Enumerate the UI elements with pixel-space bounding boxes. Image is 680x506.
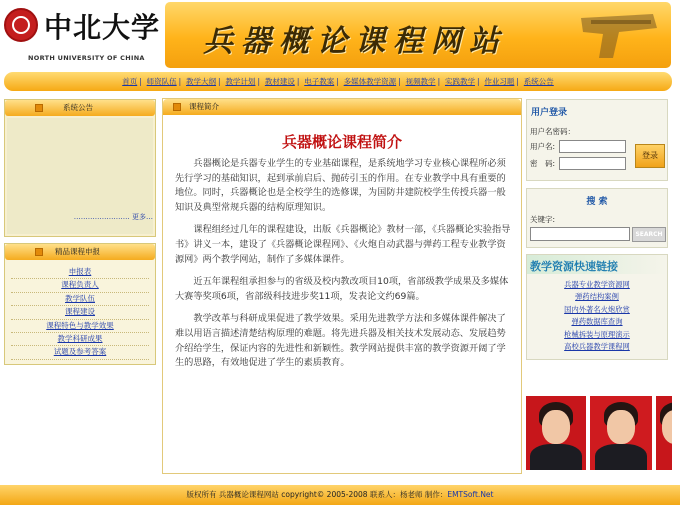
login-button[interactable]: 登录 xyxy=(635,144,665,168)
footer-copyright: 版权所有 兵器概论课程网站 copyright© 2005-2008 联系人：杨老师 制作： xyxy=(186,490,448,499)
quick-links-panel xyxy=(526,254,668,360)
link-research-results[interactable]: 教学科研成果 xyxy=(57,333,103,343)
course-application-list xyxy=(5,266,155,360)
quick-links-list xyxy=(527,279,667,353)
page-title: 兵器概论课程简介 xyxy=(281,133,402,151)
search-panel xyxy=(526,188,668,248)
teacher-photo[interactable] xyxy=(526,396,586,470)
list-item xyxy=(11,266,149,279)
list-item xyxy=(527,341,667,353)
nav-announcements[interactable]: 系统公告 xyxy=(523,77,554,86)
list-item xyxy=(527,279,667,291)
teacher-photo[interactable] xyxy=(656,396,672,470)
logo-english-name: NORTH UNIVERSITY OF CHINA xyxy=(28,54,145,62)
list-item xyxy=(11,320,149,333)
course-intro-text xyxy=(175,157,511,379)
header-square-icon xyxy=(35,248,43,256)
intro-paragraph: 兵器概论是兵器专业学生的专业基础课程，是系统地学习专业核心课程所必须先行学习的基础知识，起到承前启后、抛砖引玉的作用。在专业教学中具有重要的地位。同时，兵器概论也是全校学生的选修课，为国防井建院校学生传授兵器一般知识及典型常规兵器的结构原理知识。 xyxy=(175,158,506,213)
nav-exercises[interactable]: 作业习题 xyxy=(484,77,515,86)
course-application-title: 精品课程申报 xyxy=(55,247,100,256)
nav-teaching-plan[interactable]: 教学计划 xyxy=(225,77,256,86)
list-item xyxy=(527,316,667,328)
link-course-leader[interactable]: 课程负责人 xyxy=(61,280,99,290)
list-item xyxy=(11,279,149,292)
list-item xyxy=(527,304,667,316)
course-intro-panel xyxy=(162,98,522,474)
intro-paragraph: 近五年课程组承担参与的省级及校内教改项目10项，省部级教学成果及多媒体大赛等奖项6项，省部级科技进步奖11项，发表论文约69篇。 xyxy=(175,276,509,302)
pistol-icon xyxy=(573,6,663,64)
intro-paragraph: 课程组经过几年的课程建设，出版《兵器概论》教材一部，《兵器概论实验指导书》讲义一本，建设了《兵器概论课程网》、《火炮自动武器与弹药工程专业教学资源网》两个教学网站，制作了多媒体课件。 xyxy=(175,224,511,265)
login-panel xyxy=(526,99,668,181)
nav-textbooks[interactable]: 教材建设 xyxy=(264,77,295,86)
link-weapons-resource-net[interactable]: 兵器专业教学资源网 xyxy=(564,280,630,289)
link-famous-artillery[interactable]: 国内外著名火炮欣赏 xyxy=(564,304,630,314)
nav-multimedia[interactable]: 多媒体教学资源 xyxy=(343,77,397,86)
header-square-icon xyxy=(35,104,43,112)
teacher-photos xyxy=(526,396,672,470)
nav-lecture-notes[interactable]: 电子教案 xyxy=(304,77,335,86)
footer-maker-link[interactable]: EMTSoft.Net xyxy=(447,490,494,499)
notice-panel xyxy=(4,99,156,237)
nav-practice[interactable]: 实践教学 xyxy=(444,77,475,86)
list-item xyxy=(11,333,149,346)
list-item xyxy=(527,291,667,303)
search-button[interactable]: SEARCH xyxy=(632,227,666,242)
teacher-photo[interactable] xyxy=(590,396,652,470)
list-item xyxy=(11,346,149,359)
footer xyxy=(0,485,680,505)
nav-home[interactable]: 首页 xyxy=(122,77,138,86)
link-ammo-database[interactable]: 弹药数据库查询 xyxy=(571,317,623,327)
course-application-panel xyxy=(4,243,156,365)
university-seal-icon xyxy=(4,8,38,42)
search-input[interactable] xyxy=(530,227,630,241)
login-prompt: 用户名密码： xyxy=(530,127,575,136)
course-intro-section-title: 课程简介 xyxy=(189,102,219,111)
main-nav: 首页 | 师资队伍 | 教学大纲 | 教学计划 | 教材建设 | 电子教案 | 多媒体教学资源 | 视频教学 | 实践教学 | 作业习题 | 系统公告 xyxy=(4,72,672,91)
username-input[interactable] xyxy=(559,140,626,153)
university-logo[interactable] xyxy=(0,0,160,68)
link-ammo-cases[interactable]: 弹药结构案例 xyxy=(575,292,619,302)
link-course-features[interactable]: 课程特色与教学效果 xyxy=(46,320,114,330)
notice-header xyxy=(5,100,155,116)
notice-title: 系统公告 xyxy=(63,103,93,112)
list-item xyxy=(11,306,149,319)
link-university-courses[interactable]: 高校兵器教学课程网 xyxy=(564,341,630,351)
notice-more-link[interactable]: …………………… 更多… xyxy=(73,213,153,221)
nav-syllabus[interactable]: 教学大纲 xyxy=(186,77,217,86)
search-title: 搜 索 xyxy=(586,197,608,207)
list-item xyxy=(527,329,667,341)
login-title: 用户登录 xyxy=(531,108,568,118)
header-square-icon xyxy=(173,103,181,111)
link-exam-answers[interactable]: 试题及参考答案 xyxy=(53,347,107,357)
link-teaching-team[interactable]: 教学队伍 xyxy=(65,293,95,303)
course-intro-header xyxy=(163,99,521,115)
link-course-construction[interactable]: 课程建设 xyxy=(65,307,95,317)
password-input[interactable] xyxy=(559,157,626,170)
password-label: 密 码: xyxy=(530,159,556,168)
keyword-label: 关键字: xyxy=(530,215,556,224)
link-application-form[interactable]: 申报表 xyxy=(68,267,92,276)
link-firearm-demo[interactable]: 枪械拆装与原理演示 xyxy=(564,329,630,339)
site-banner xyxy=(165,2,671,68)
logo-chinese-name: 中北大学 xyxy=(44,11,161,44)
course-application-header xyxy=(5,244,155,260)
quick-links-title: 教学资源快速链接 xyxy=(527,255,667,274)
nav-faculty[interactable]: 师资队伍 xyxy=(146,77,177,86)
nav-video[interactable]: 视频教学 xyxy=(405,77,436,86)
intro-paragraph: 教学改革与科研成果促进了教学效果。采用先进教学方法和多媒体课件解决了难以用语言描述清楚结构原理的难题。将先进兵器及相关技术发展动态、发展趋势介绍给学生，保证内容的先进性和新颖性。教学网站提供丰富的教学资源开阔了学生的思路，有效地促进了学生的素质教育。 xyxy=(175,313,506,369)
list-item xyxy=(11,293,149,306)
username-label: 用户名: xyxy=(530,142,556,151)
banner-title: 兵器概论课程网站 xyxy=(203,24,507,59)
